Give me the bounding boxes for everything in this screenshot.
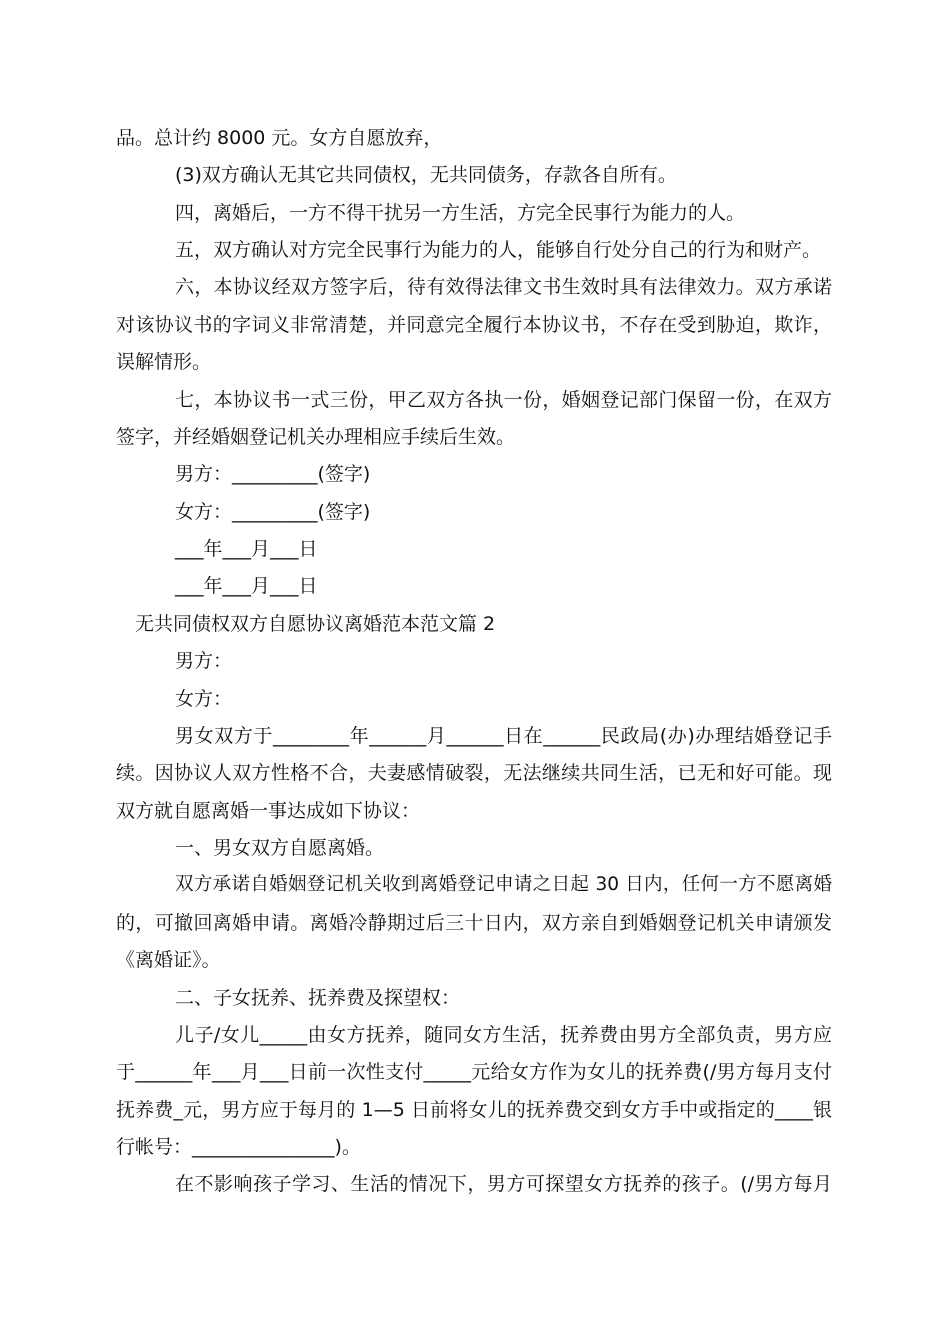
party-male: 男方：	[175, 650, 233, 672]
paragraph-line: 四，离婚后，一方不得干扰另一方生活，方完全民事行为能力的人。	[175, 202, 746, 224]
paragraph-line: 签字，并经婚姻登记机关办理相应手续后生效。	[116, 426, 516, 448]
paragraph-line: 双方就自愿离婚一事达成如下协议：	[116, 800, 421, 822]
paragraph-line: 续。因协议人双方性格不合，夫妻感情破裂，无法继续共同生活，已无和好可能。现	[116, 762, 832, 784]
paragraph-line: 七，本协议书一式三份，甲乙双方各执一份，婚姻登记部门保留一份，在双方	[175, 389, 832, 411]
clause-heading: 一、男女双方自愿离婚。	[175, 837, 385, 859]
party-female: 女方：	[175, 688, 233, 710]
paragraph-line: 抚养费_元，男方应于每月的 1—5 日前将女儿的抚养费交到女方手中或指定的____银	[116, 1099, 832, 1121]
signature-line-male: 男方：_________(签字)	[175, 463, 371, 485]
paragraph-line: 《离婚证》。	[116, 949, 221, 971]
date-line: ___年___月___日	[175, 575, 318, 597]
signature-line-female: 女方：_________(签字)	[175, 501, 371, 523]
clause-heading: 二、子女抚养、抚养费及探望权：	[175, 987, 461, 1009]
paragraph-line: 在不影响孩子学习、生活的情况下，男方可探望女方抚养的孩子。(/男方每月	[175, 1173, 832, 1195]
paragraph-line: 于______年___月___日前一次性支付_____元给女方作为女儿的抚养费(/男方每月支付	[116, 1061, 832, 1083]
paragraph-line: 儿子/女儿_____由女方抚养，随同女方生活，抚养费由男方全部负责，男方应	[175, 1024, 832, 1046]
paragraph-line: 行帐号：_______________)。	[116, 1136, 361, 1158]
paragraph-line: 品。总计约 8000 元。女方自愿放弃，	[116, 127, 443, 149]
paragraph-line: 的，可撤回离婚申请。离婚冷静期过后三十日内，双方亲自到婚姻登记机关申请颁发	[116, 912, 832, 934]
paragraph-line: (3)双方确认无其它共同债权，无共同债务，存款各自所有。	[175, 164, 677, 186]
date-line: ___年___月___日	[175, 538, 318, 560]
paragraph-line: 五，双方确认对方完全民事行为能力的人，能够自行处分自己的行为和财产。	[175, 239, 822, 261]
paragraph-line: 误解情形。	[116, 351, 212, 373]
paragraph-line: 双方承诺自婚姻登记机关收到离婚登记申请之日起 30 日内，任何一方不愿离婚	[175, 874, 832, 895]
paragraph-line: 对该协议书的字词义非常清楚，并同意完全履行本协议书，不存在受到胁迫，欺诈，	[116, 314, 832, 336]
paragraph-line: 六，本协议经双方签字后，待有效得法律文书生效时具有法律效力。双方承诺	[175, 276, 832, 298]
paragraph-line: 男女双方于________年______月______日在______民政局(办)办理结婚登记手	[175, 725, 832, 747]
section-title: 无共同债权双方自愿协议离婚范本范文篇 2	[135, 613, 496, 635]
